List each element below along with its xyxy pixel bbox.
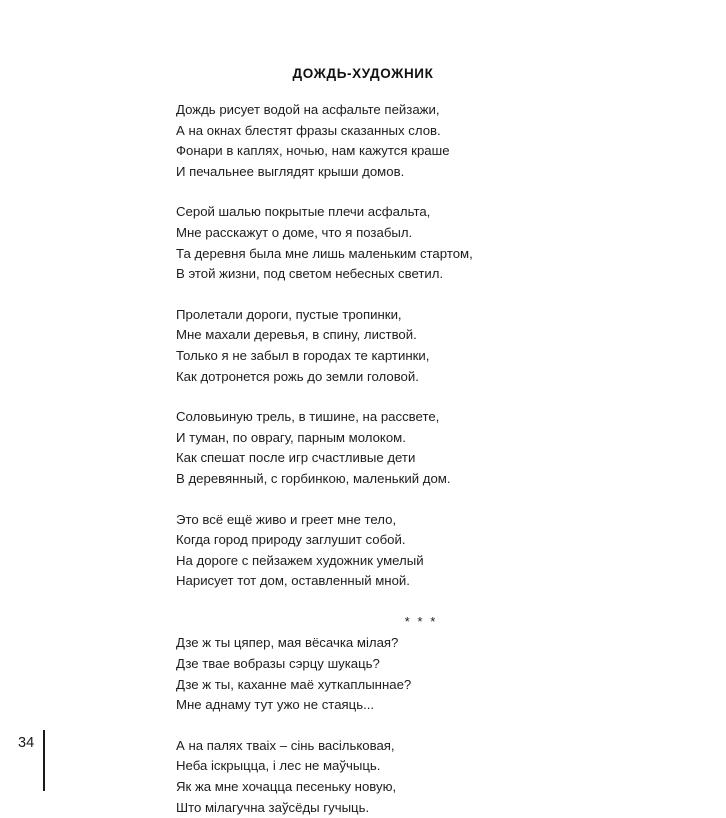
stanza — [176, 736, 596, 818]
poem-line: Мне расскажут о доме, что я позабыл. — [176, 224, 413, 240]
poem-line: На дороге с пейзажем художник умелый — [176, 552, 424, 568]
poem-line: Это всё ещё живо и греет мне тело, — [176, 511, 397, 527]
section-separator: * * * — [404, 613, 438, 629]
poem-line: В этой жизни, под светом небесных светил. — [176, 266, 444, 282]
poem-line: И туман, по оврагу, парным молоком. — [176, 429, 406, 445]
page-number: 34 — [18, 735, 35, 751]
stanza — [176, 633, 596, 715]
poem-line: Нарисует тот дом, оставленный мной. — [176, 573, 410, 589]
page-title: ДОЖДЬ-ХУДОЖНИК — [292, 66, 434, 81]
poem-line: Як жа мне хочацца песеньку новую, — [176, 779, 397, 795]
poem-body — [176, 100, 596, 818]
poem-line: И печальнее выглядят крыши домов. — [176, 163, 405, 179]
poem-line: Мне аднаму тут ужо не стаяць... — [176, 697, 375, 713]
stanza — [176, 100, 596, 182]
page-number-rule — [43, 730, 45, 791]
poem-line: Соловьиную трель, в тишине, на рассвете, — [176, 409, 440, 425]
poem-line: Дождь рисует водой на асфальте пейзажи, — [176, 102, 440, 117]
poem-line: А на окнах блестят фразы сказанных слов. — [176, 122, 441, 138]
poem-line: Неба іскрыцца, і лес не маўчыць. — [176, 758, 381, 774]
poem-line: Што мілагучна заўсёды гучыць. — [176, 799, 370, 815]
poem-line: Та деревня была мне лишь маленьким стартом, — [176, 245, 473, 261]
poem-line: Только я не забыл в городах те картинки, — [176, 347, 430, 363]
stanza — [176, 407, 596, 489]
poem-line: Дзе ж ты цяпер, мая вёсачка мілая? — [176, 635, 399, 651]
poem-line: Как спешат после игр счастливые дети — [176, 450, 416, 466]
poem-line: Дзе твае вобразы сэрцу шукаць? — [176, 656, 380, 672]
poem-line: Фонари в каплях, ночью, нам кажутся краше — [176, 143, 450, 159]
poem-line: Когда город природу заглушит собой. — [176, 532, 406, 548]
poem-line: Серой шалью покрытые плечи асфальта, — [176, 204, 431, 220]
poem-line: Дзе ж ты, каханне маё хуткаплыннае? — [176, 676, 412, 692]
poem-line: В деревянный, с горбинкою, маленький дом. — [176, 470, 451, 486]
poem-line: А на палях тваіх – сінь васільковая, — [176, 737, 395, 753]
poem-line: Как дотронется рожь до земли головой. — [176, 368, 419, 384]
stanza — [176, 202, 596, 284]
poem-line: Мне махали деревья, в спину, листвой. — [176, 327, 417, 343]
stanza — [176, 305, 596, 387]
poem-line: Пролетали дороги, пустые тропинки, — [176, 306, 402, 322]
stanza — [176, 510, 596, 592]
